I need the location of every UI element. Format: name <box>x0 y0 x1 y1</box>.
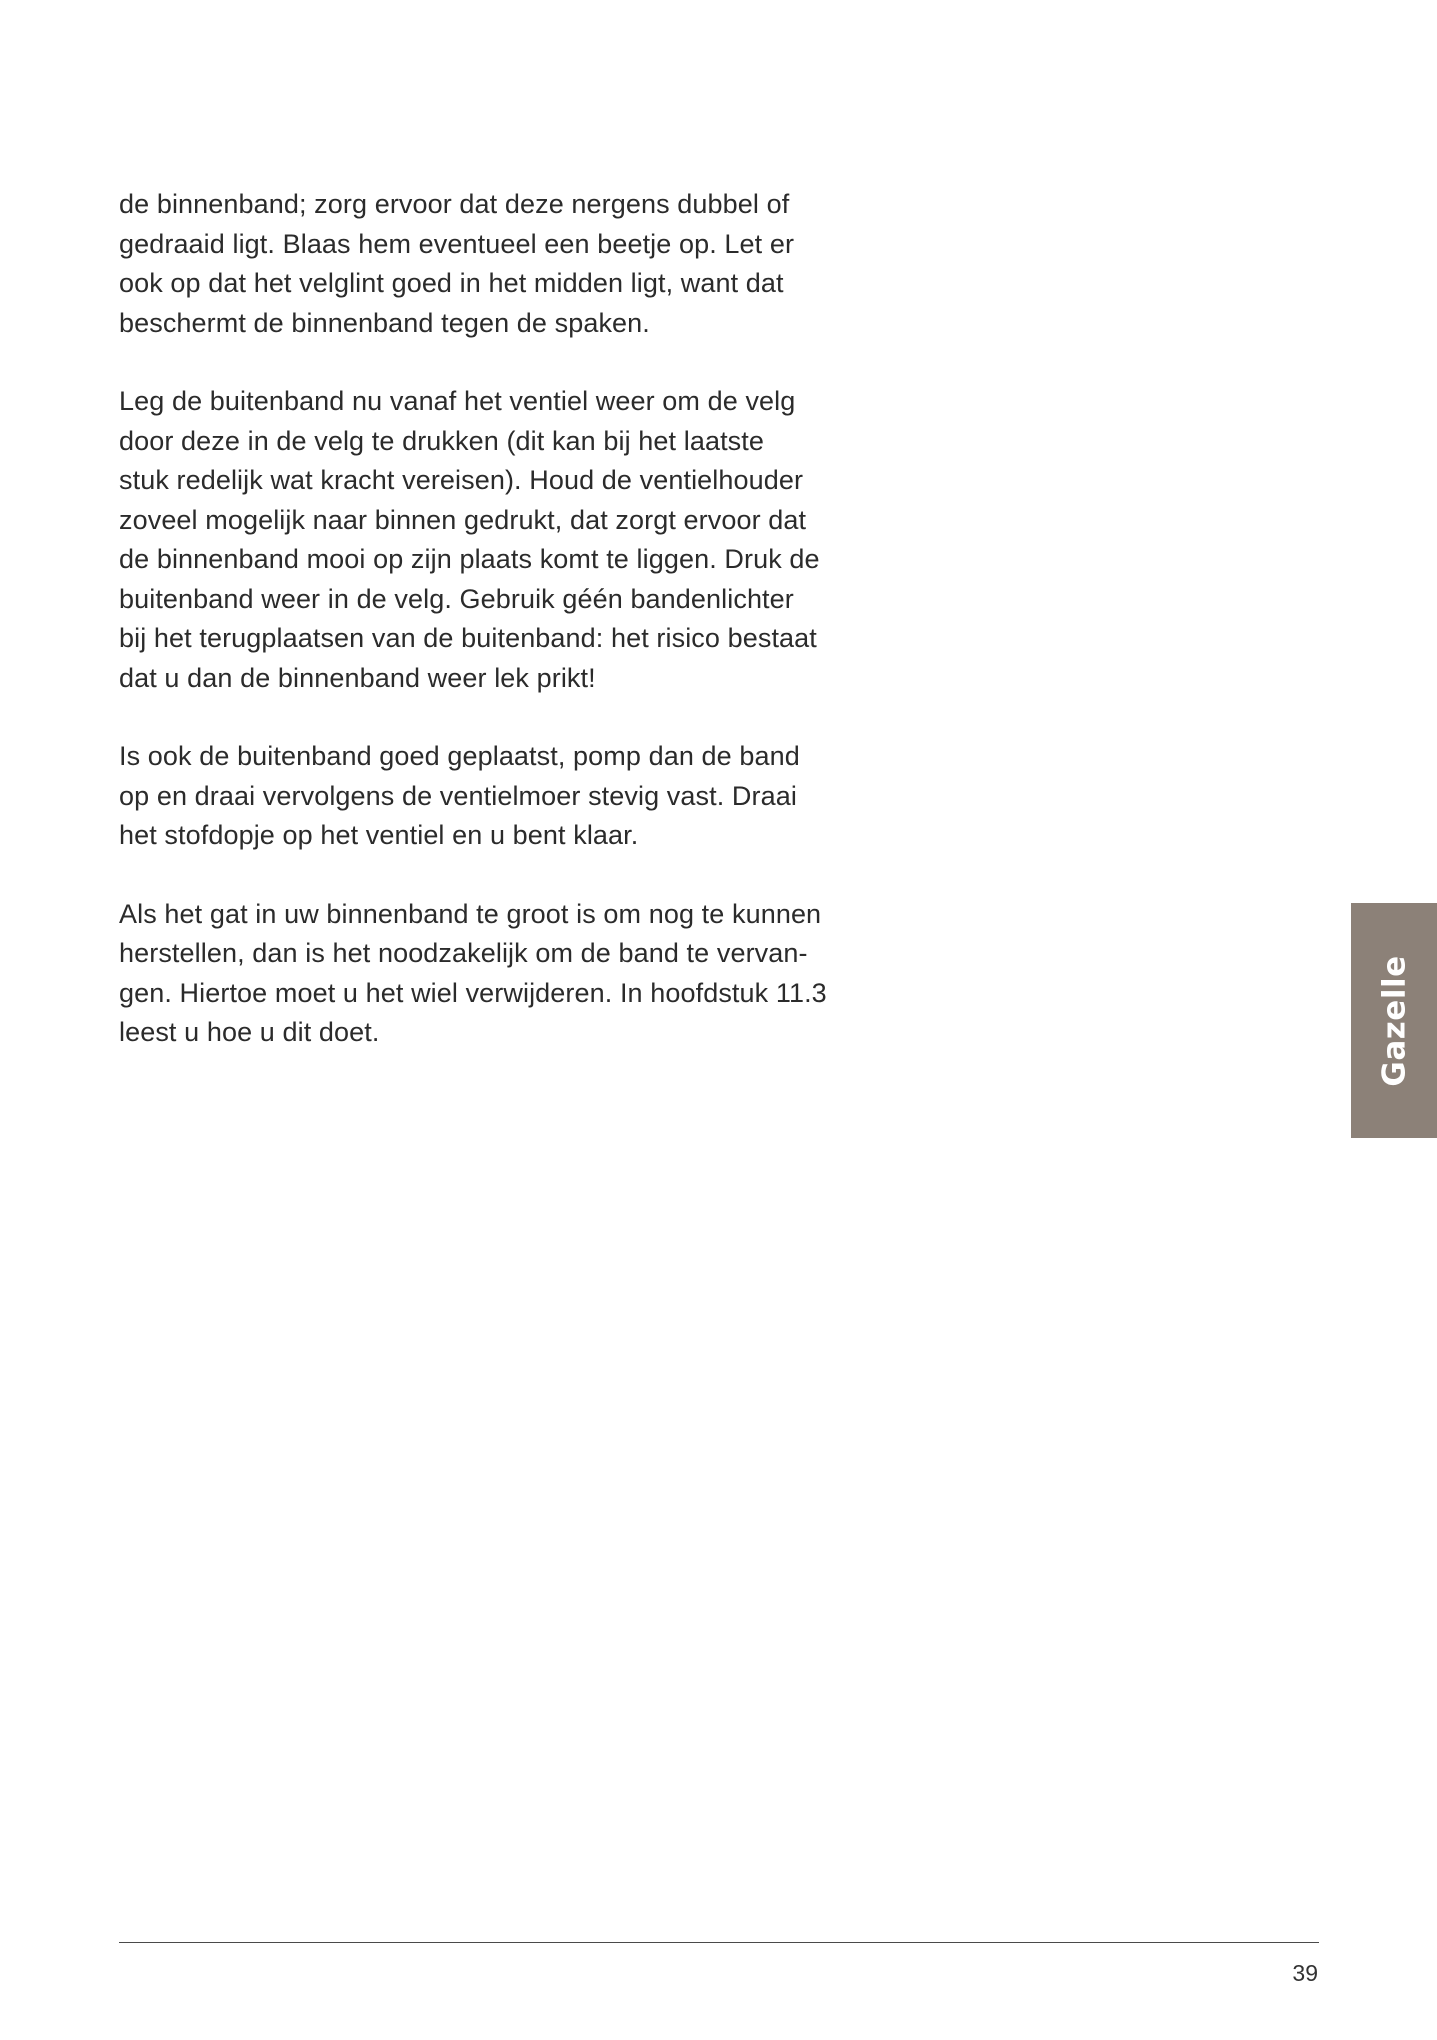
text-line: herstellen, dan is het noodzakelijk om de band te vervan- <box>119 938 808 968</box>
paragraph-3 <box>119 737 889 856</box>
brand-label: Gazelle <box>1377 954 1413 1087</box>
text-line: door deze in de velg te drukken (dit kan bij het laatste <box>119 425 764 456</box>
text-line: zoveel mogelijk naar binnen gedrukt, dat zorgt ervoor dat <box>119 504 807 535</box>
text-line: leest u hoe u dit doet. <box>119 1017 380 1047</box>
text-line: stuk redelijk wat kracht vereisen). Houd de ventielhouder <box>119 465 804 495</box>
footer-divider <box>119 1942 1319 1943</box>
page-number: 39 <box>1292 1960 1318 1986</box>
text-line: gen. Hiertoe moet u het wiel verwijderen. In hoofdstuk 11.3 <box>119 977 827 1008</box>
text-line: bij het terugplaatsen van de buitenband: het risico bestaat <box>119 623 817 653</box>
text-line: dat u dan de binnenband weer lek prikt! <box>119 662 596 693</box>
text-line: buitenband weer in de velg. Gebruik géén bandenlichter <box>119 583 794 614</box>
text-line: ook op dat het velglint goed in het midden ligt, want dat <box>119 268 784 298</box>
text-line: de binnenband mooi op zijn plaats komt te liggen. Druk de <box>119 544 820 574</box>
text-line: Leg de buitenband nu vanaf het ventiel weer om de velg <box>119 386 796 416</box>
paragraph-4 <box>119 895 889 1053</box>
text-line: het stofdopje op het ventiel en u bent klaar. <box>119 820 639 850</box>
text-line: gedraaid ligt. Blaas hem eventueel een beetje op. Let er <box>119 228 795 259</box>
text-line: de binnenband; zorg ervoor dat deze nergens dubbel of <box>119 189 790 219</box>
paragraph-2 <box>119 382 889 698</box>
text-line: beschermt de binnenband tegen de spaken. <box>119 307 650 338</box>
body-text <box>119 185 889 1092</box>
text-line: Als het gat in uw binnenband te groot is om nog te kunnen <box>119 898 822 929</box>
text-line: Is ook de buitenband goed geplaatst, pomp dan de band <box>119 741 800 771</box>
brand-side-tab <box>1351 903 1437 1138</box>
text-line: op en draai vervolgens de ventielmoer stevig vast. Draai <box>119 780 797 811</box>
paragraph-1 <box>119 185 889 343</box>
